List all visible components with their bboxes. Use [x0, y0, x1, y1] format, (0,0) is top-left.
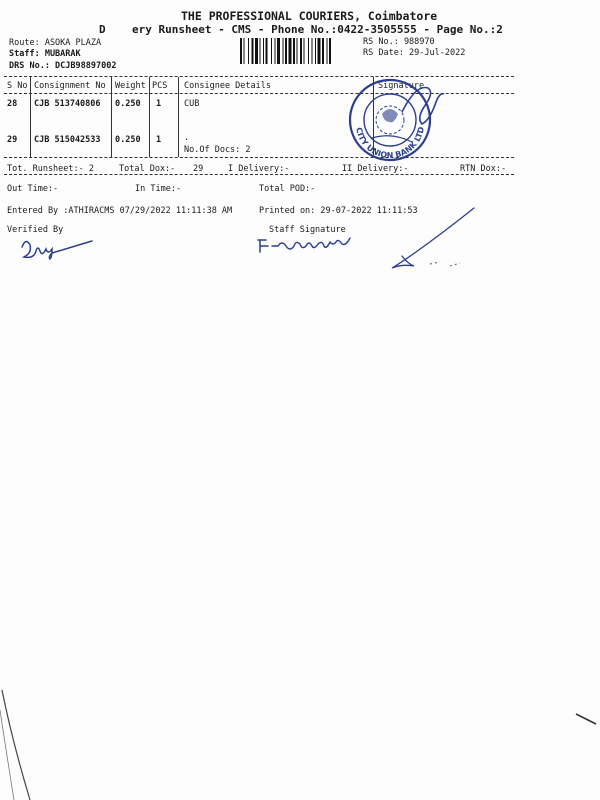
col-header-consignment: Consignment No — [34, 81, 106, 91]
table-row-consignment: CJB 513740806 — [34, 99, 101, 109]
verified-by-label: Verified By — [7, 225, 64, 235]
i-delivery: I Delivery:- — [228, 164, 290, 174]
rs-number: RS No.: 988970 — [363, 37, 435, 47]
bank-stamp-icon — [342, 72, 454, 168]
staff-signature-label: Staff Signature — [269, 225, 346, 235]
col-divider — [149, 77, 150, 157]
table-row-sno: 29 — [7, 135, 18, 145]
pen-stroke-icon — [386, 204, 482, 276]
table-row-consignment: CJB 515042533 — [34, 135, 101, 145]
total-pod: Total POD:- — [259, 184, 316, 194]
drs-number: DRS No.: DCJB98897002 — [9, 61, 117, 71]
printed-on: Printed on: 29-07-2022 11:11:53 — [259, 206, 418, 216]
total-dox-label: Total Dox:- — [119, 164, 176, 174]
in-time: In Time:- — [135, 184, 182, 194]
table-row-weight: 0.250 — [115, 99, 141, 109]
staff-signature-icon — [254, 232, 374, 258]
entered-by: Entered By :ATHIRACMS 07/29/2022 11:11:38 AM — [7, 206, 233, 216]
route-label: Route: ASOKA PLAZA — [9, 38, 102, 48]
total-dox-value: 29 — [193, 164, 204, 174]
col-header-weight: Weight — [115, 81, 146, 91]
table-row-sno: 28 — [7, 99, 18, 109]
verified-signature-icon — [18, 233, 98, 263]
ii-delivery: II Delivery:- — [342, 164, 409, 174]
table-row-pcs: 1 — [156, 99, 162, 109]
col-header-sno: S No — [7, 81, 28, 91]
col-divider — [30, 77, 31, 157]
svg-text:CITY UNION BANK LTD: CITY UNION BANK LTD — [354, 125, 426, 160]
rs-date: RS Date: 29-Jul-2022 — [363, 48, 466, 58]
no-of-docs: No.Of Docs: 2 — [184, 145, 251, 155]
summary-rule — [4, 174, 514, 175]
out-time: Out Time:- — [7, 184, 59, 194]
col-header-pcs: PCS — [152, 81, 168, 91]
scan-edge-left-icon — [0, 690, 40, 800]
runsheet-title-fragment: D — [99, 23, 106, 36]
barcode-image — [240, 38, 355, 64]
col-header-consignee: Consignee Details — [184, 81, 271, 91]
table-row-consignee: . — [184, 133, 190, 143]
col-header-signature: Signature — [378, 81, 425, 91]
table-row-weight: 0.250 — [115, 135, 141, 145]
col-divider — [111, 77, 112, 157]
staff-label: Staff: MUBARAK — [9, 49, 81, 59]
company-title: THE PROFESSIONAL COURIERS, Coimbatore — [181, 9, 438, 23]
table-row-pcs: 1 — [156, 135, 162, 145]
table-row-consignee: CUB — [184, 99, 200, 109]
scan-edge-right-icon — [570, 700, 600, 740]
rtn-dox: RTN Dox:- — [460, 164, 507, 174]
runsheet-title: ery Runsheet - CMS - Phone No.:0422-3505555 - Page No.:2 — [132, 23, 503, 36]
tot-runsheet: Tot. Runsheet:- 2 — [7, 164, 94, 174]
col-divider — [178, 77, 179, 157]
